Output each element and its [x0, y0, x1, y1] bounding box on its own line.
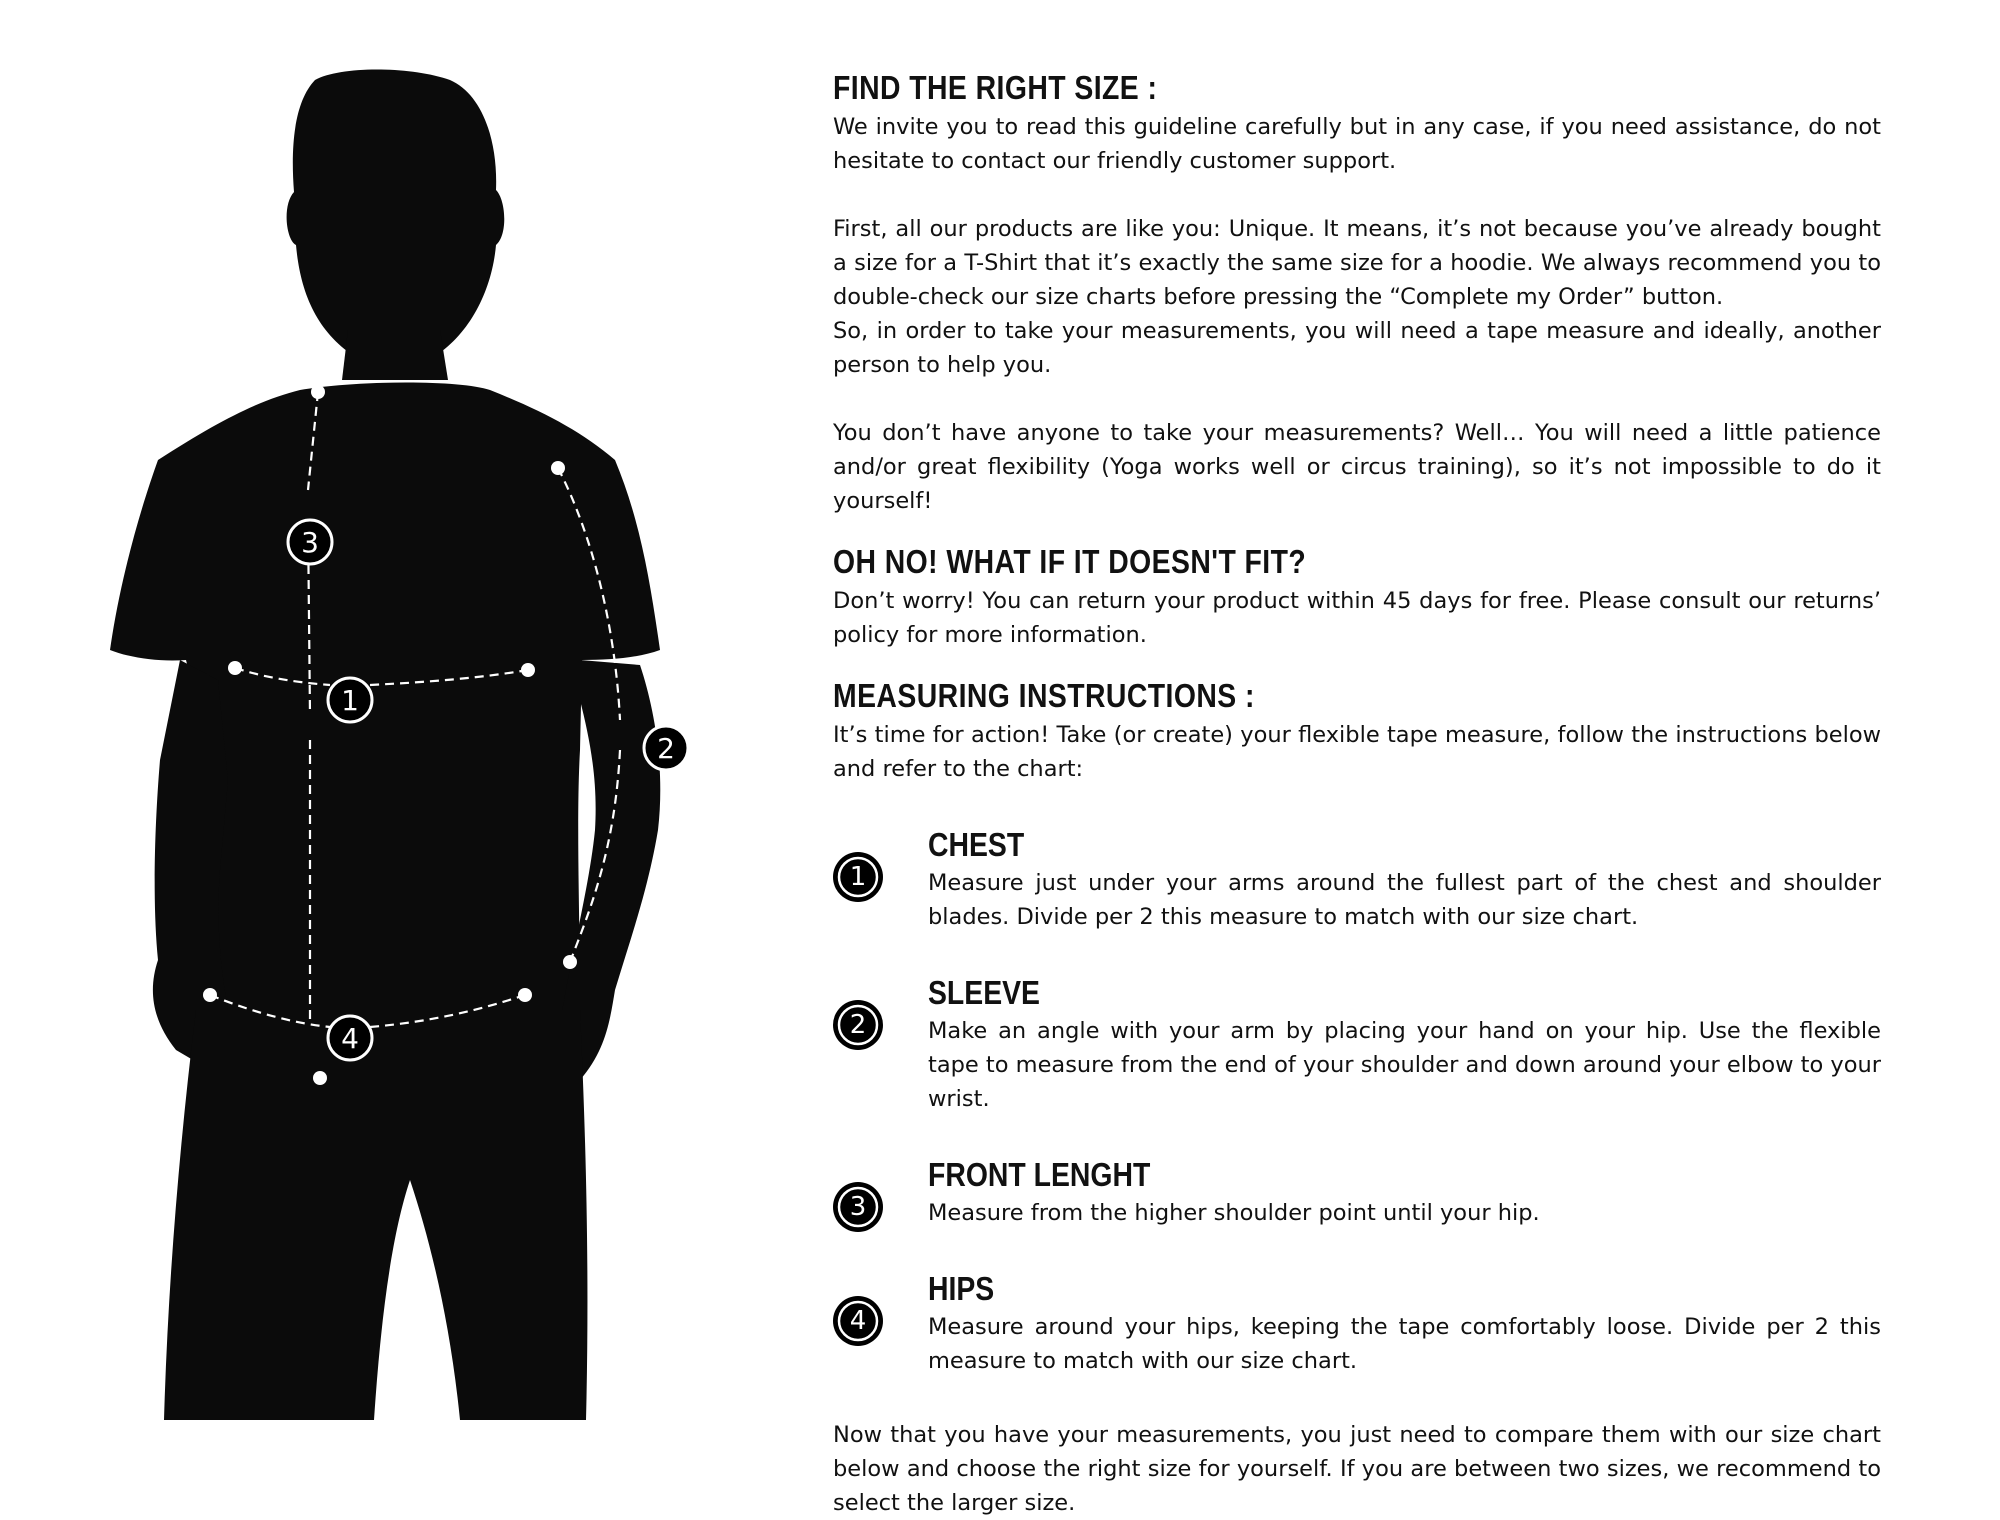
- instruction-title: HIPS: [928, 1270, 995, 1307]
- find-size-intro: We invite you to read this guideline carefully but in any case, if you need assistance, do not hesitate to contact our friendly customer support.: [833, 114, 1881, 174]
- number-badge: [833, 852, 883, 902]
- find-size-tape: So, in order to take your measurements, you will need a tape measure and ideally, another person to help you.: [833, 318, 1881, 378]
- instruction-number: 4: [849, 1306, 867, 1336]
- number-badge: [833, 1296, 883, 1346]
- number-badge: [833, 1182, 883, 1232]
- instruction-text: Make an angle with your arm by placing your hand on your hip. Use the flexible tape to measure from the end of your shoulder and down around your elbow to your wrist.: [928, 1018, 1881, 1112]
- marker-front-length-label: 3: [301, 526, 319, 559]
- instruction-text: Measure from the higher shoulder point until your hip.: [928, 1200, 1540, 1226]
- instruction-title: CHEST: [928, 826, 1025, 863]
- instruction-text: Measure just under your arms around the fullest part of the chest and shoulder blades. Divide per 2 this measure to match with our size chart.: [928, 870, 1881, 930]
- marker-sleeve: [644, 726, 688, 770]
- instruction-number: 1: [849, 862, 867, 892]
- marker-sleeve-label: 2: [657, 732, 675, 765]
- marker-hips-label: 4: [341, 1022, 359, 1055]
- section-measuring: [833, 674, 1881, 1520]
- find-size-alone: You don’t have anyone to take your measurements? Well… You will need a little patience and/or great flexibility (Yoga works well or circus training), so it’s not impossible to do it yourself!: [833, 420, 1881, 514]
- number-badge: [833, 1000, 883, 1050]
- instruction-sleeve: [833, 972, 1881, 1116]
- instruction-hips: [833, 1268, 1881, 1378]
- silhouette-figure: [110, 60, 750, 1420]
- measuring-closing: Now that you have your measurements, you just need to compare them with our size chart below and choose the right size for yourself. If you are between two sizes, we recommend to select the larger size.: [833, 1422, 1881, 1516]
- instruction-front-length: [833, 1154, 1881, 1230]
- measuring-intro: It’s time for action! Take (or create) your flexible tape measure, follow the instructions below and refer to the chart:: [833, 722, 1881, 782]
- measuring-heading: MEASURING INSTRUCTIONS :: [833, 677, 1255, 714]
- size-guide-content: [833, 66, 1881, 1520]
- marker-front-length: [288, 520, 332, 564]
- find-size-heading: FIND THE RIGHT SIZE :: [833, 69, 1158, 106]
- instruction-title: FRONT LENGHT: [928, 1156, 1151, 1193]
- instruction-title: SLEEVE: [928, 974, 1040, 1011]
- no-fit-text: Don’t worry! You can return your product within 45 days for free. Please consult our returns’ policy for more information.: [833, 588, 1881, 648]
- marker-chest-label: 1: [341, 684, 359, 717]
- instruction-text: Measure around your hips, keeping the tape comfortably loose. Divide per 2 this measure to match with our size chart.: [928, 1314, 1881, 1374]
- marker-hips: [328, 1016, 372, 1060]
- find-size-unique: First, all our products are like you: Unique. It means, it’s not because you’ve already bought a size for a T-Shirt that it’s exactly the same size for a hoodie. We always recommend you to double-check our size charts before pressing the “Complete my Order” button.: [833, 216, 1881, 310]
- instruction-number: 3: [849, 1192, 867, 1222]
- section-find-size: [833, 66, 1881, 518]
- section-no-fit: [833, 540, 1881, 652]
- marker-chest: [328, 678, 372, 722]
- no-fit-heading: OH NO! WHAT IF IT DOESN'T FIT?: [833, 543, 1307, 580]
- instruction-number: 2: [849, 1010, 867, 1040]
- instruction-chest: [833, 824, 1881, 934]
- body-silhouette: [110, 70, 660, 1421]
